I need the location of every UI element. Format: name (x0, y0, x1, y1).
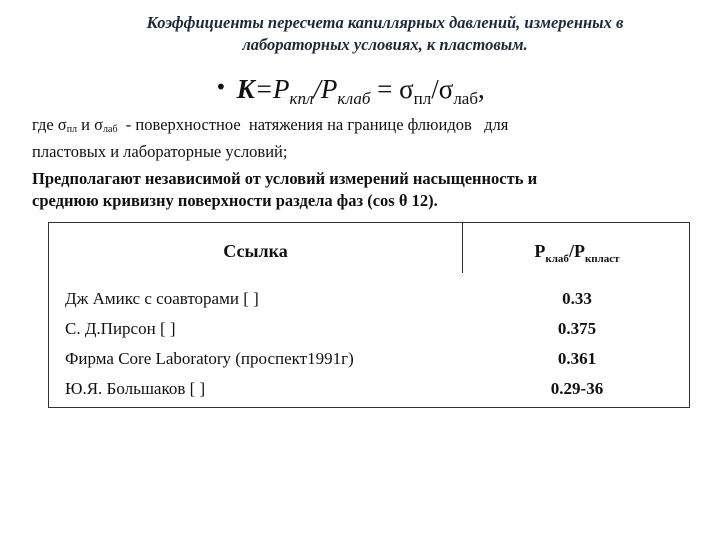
row-reference: Фирма Core Laboratory (проспект1991г) (65, 349, 354, 368)
header-ratio-p1: P (534, 241, 546, 261)
formula (215, 74, 485, 109)
table-row (49, 379, 689, 409)
definition-sub-pl: пл (66, 124, 78, 135)
reference-table (48, 222, 690, 408)
definition-pre: где σ (32, 115, 67, 134)
page-title (60, 12, 710, 56)
assumption-line-1: Предполагают независимой от условий измерений насыщенность и (32, 169, 538, 188)
row-reference: Дж Амикс с соавторами [ ] (65, 289, 259, 308)
header-reference: Ссылка (223, 241, 288, 261)
assumption-line-2: среднюю кривизну поверхности раздела фаз (cos θ 12). (32, 191, 438, 210)
formula-sub-klab: клаб (337, 89, 371, 108)
formula-sub-lab: лаб (453, 89, 479, 108)
header-ratio (463, 241, 691, 265)
formula-sub-kpl: кпл (289, 89, 314, 108)
formula-sub-pl: пл (413, 89, 432, 108)
definition-sub-lab: лаб (103, 124, 118, 135)
row-reference: Ю.Я. Большаков [ ] (65, 379, 206, 398)
header-ratio-sub-klab: клаб (545, 253, 569, 265)
row-value: 0.361 (557, 349, 597, 368)
header-ratio-slash: /P (568, 241, 585, 261)
definition-line-2: пластовых и лабораторные условий; (32, 142, 288, 161)
row-value: 0.29-36 (550, 379, 604, 398)
table-row (49, 289, 689, 319)
row-reference: С. Д.Пирсон [ ] (65, 319, 176, 338)
assumption-paragraph (32, 168, 704, 212)
formula-p-capillary-lab: /P (313, 74, 338, 104)
formula-p-capillary-reservoir: =P (254, 74, 290, 104)
definition-paragraph (32, 114, 704, 163)
formula-k: K (236, 74, 255, 104)
bullet-icon: • (215, 75, 227, 99)
title-line-1: Коэффициенты пересчета капиллярных давлений, измеренных в (146, 13, 624, 32)
formula-sigma-reservoir: = σ (370, 74, 414, 104)
header-ratio-sub-kplast: кпласт (584, 253, 620, 265)
row-value: 0.33 (562, 289, 592, 308)
table-row (49, 319, 689, 349)
definition-line-1 (32, 114, 704, 141)
formula-sigma-lab: /σ (431, 74, 454, 104)
title-line-2: лабораторных условиях, к пластовым. (242, 35, 528, 54)
definition-rest: - поверхностное натяжения на границе флюидов для (117, 115, 509, 134)
table-row (49, 349, 689, 379)
definition-mid: и σ (77, 115, 104, 134)
row-value: 0.375 (557, 319, 597, 338)
formula-tail: , (478, 74, 485, 104)
